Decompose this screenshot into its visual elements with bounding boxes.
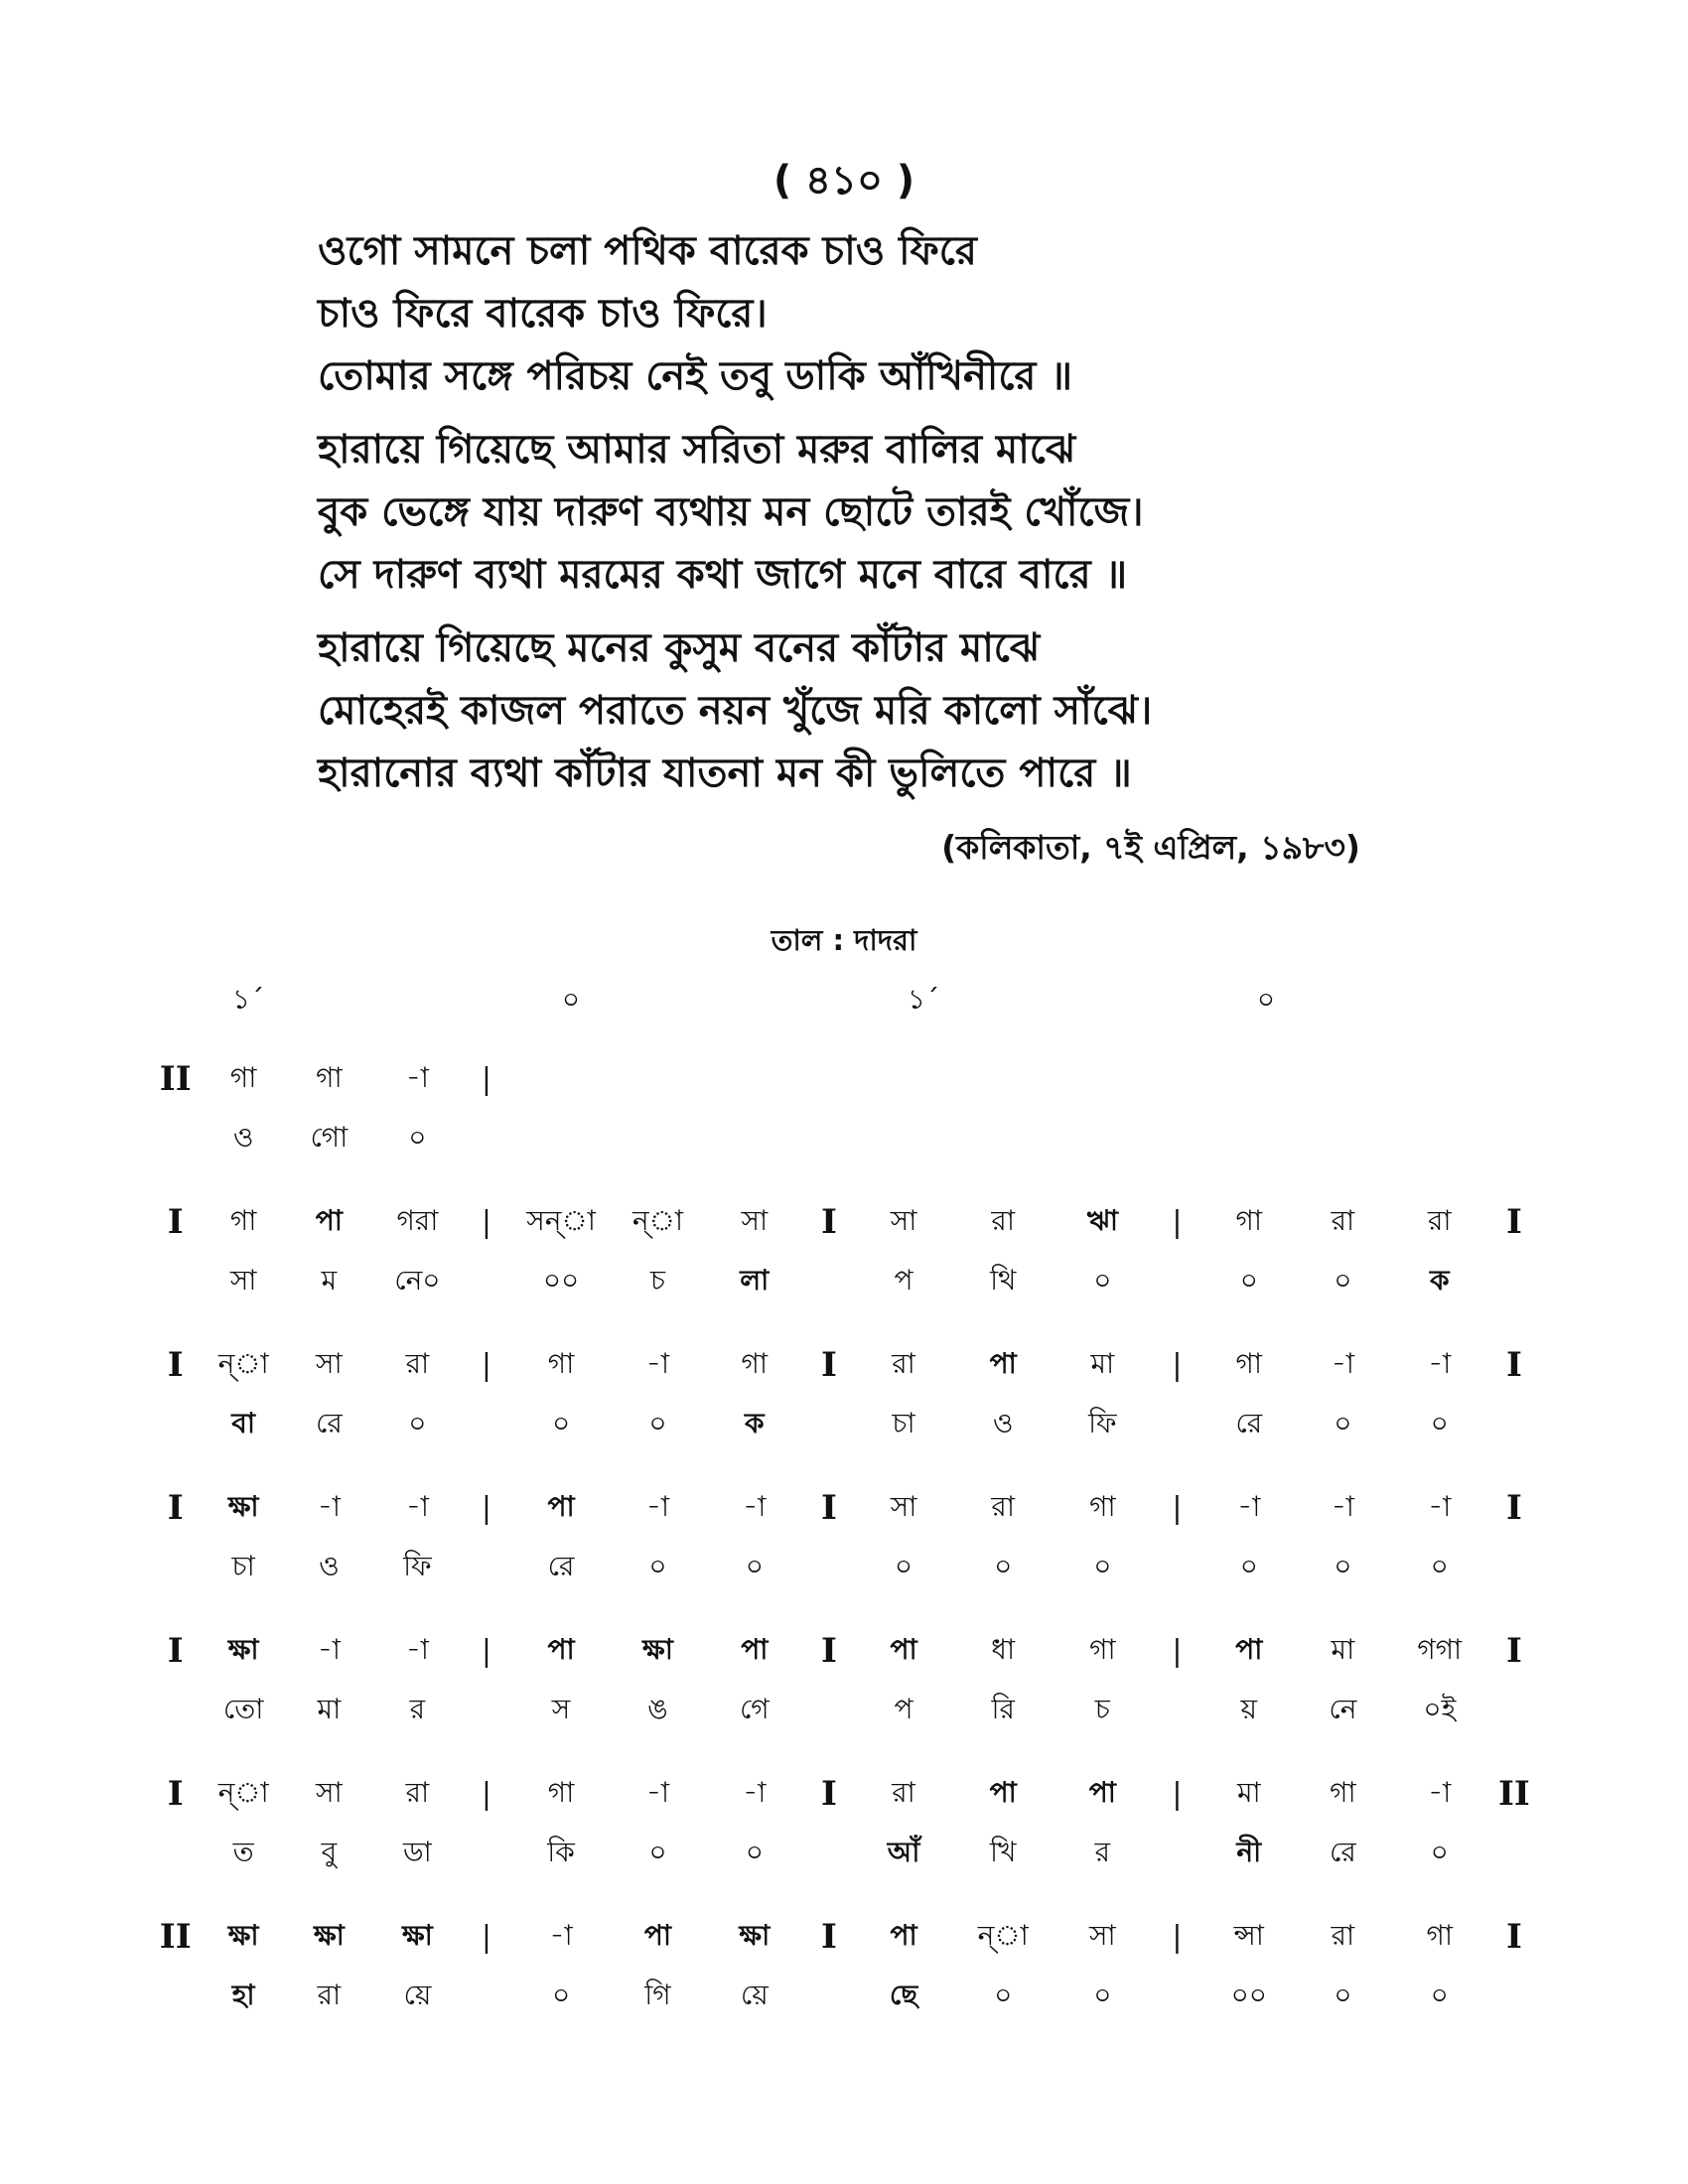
swara-cell: গা <box>229 1060 257 1094</box>
syllable-cell: নী <box>1236 1835 1262 1868</box>
spacer-cell <box>804 1538 854 1609</box>
syllable-cell: চা <box>892 1406 915 1439</box>
spacer-cell <box>149 1824 202 1895</box>
syllable-cell: ০ <box>551 1406 571 1439</box>
swara-cell: ক্ষা <box>227 1632 259 1666</box>
spacer-cell <box>149 1538 202 1609</box>
syllable-cell: ০ <box>1093 1263 1112 1297</box>
avartan-start-mark: I <box>167 1774 184 1814</box>
notation-syllable-row <box>149 1824 1539 1895</box>
syllable-cell: খি <box>989 1835 1017 1868</box>
syllable-cell: ত <box>232 1835 254 1868</box>
swara-cell: ন্‌া <box>217 1346 269 1380</box>
bar-line: | <box>481 1919 492 1955</box>
composition-date: (কলিকাতা, ৭ই এপ্রিল, ১৯৮৩) <box>941 828 1360 867</box>
avartan-end-mark: I <box>1505 1631 1522 1671</box>
syllable-cell: ০ই <box>1423 1692 1457 1725</box>
syllable-cell: য় <box>1240 1692 1258 1725</box>
swara-cell: গা <box>547 1346 575 1380</box>
lyric-line: সে দারুণ ব্যথা মরমের কথা জাগে মনে বারে বারে ॥ <box>318 552 1128 598</box>
avartan-start-mark: I <box>167 1202 184 1242</box>
avartan-start-mark: I <box>167 1488 184 1528</box>
swara-cell: -া <box>405 1632 429 1666</box>
notation-syllable-row <box>149 1252 1539 1323</box>
swara-cell: সা <box>316 1775 343 1809</box>
syllable-cell: ০ <box>1239 1263 1258 1297</box>
swara-cell: গা <box>741 1346 769 1380</box>
syllable-cell: ০০ <box>542 1263 580 1297</box>
spacer-cell <box>1152 1538 1201 1609</box>
syllable-cell: ০ <box>745 1549 764 1582</box>
swara-cell: ক্ষা <box>739 1918 771 1952</box>
spacer-cell <box>462 1824 511 1895</box>
bar-line: | <box>481 1776 492 1812</box>
spacer-cell <box>1152 1967 1201 2038</box>
spacer-cell <box>462 1252 511 1323</box>
spacer-cell <box>1489 1538 1539 1609</box>
notation-syllable-row <box>149 1538 1539 1609</box>
spacer-cell <box>149 1681 202 1752</box>
syllable-cell: ০ <box>994 1978 1013 2011</box>
swara-cell: ক্ষা <box>401 1918 433 1952</box>
swara-cell: -া <box>317 1489 341 1523</box>
swara-cell: সা <box>316 1346 343 1380</box>
bar-line: | <box>481 1633 492 1669</box>
double-bar-mark: II <box>159 1059 192 1099</box>
swara-cell: রা <box>1331 1918 1355 1952</box>
swara-cell: -া <box>743 1775 767 1809</box>
swara-cell: সা <box>890 1203 917 1237</box>
vibhag-mark: I <box>820 1488 837 1528</box>
beat-markers <box>0 978 1688 1018</box>
spacer-cell <box>804 1252 854 1323</box>
swara-cell: -া <box>1237 1489 1261 1523</box>
beat-mark: ০ <box>1256 983 1276 1016</box>
spacer-cell <box>149 1395 202 1466</box>
swara-cell: সন্‌া <box>526 1203 596 1237</box>
bar-line: | <box>1172 1490 1183 1526</box>
spacer-cell <box>804 1681 854 1752</box>
swara-cell: সা <box>1089 1918 1116 1952</box>
swara-cell: -া <box>1428 1489 1452 1523</box>
syllable-cell: ও <box>992 1406 1014 1439</box>
vibhag-mark: I <box>820 1202 837 1242</box>
lyric-line: হারানোর ব্যথা কাঁটার যাতনা মন কী ভুলিতে পারে ॥ <box>318 751 1132 796</box>
swara-cell: মা <box>1331 1632 1355 1666</box>
swara-cell: গা <box>1089 1489 1116 1523</box>
syllable-cell: ০ <box>1093 1978 1112 2011</box>
syllable-cell: রে <box>315 1406 343 1439</box>
syllable-cell: কি <box>547 1835 575 1868</box>
swara-cell: রা <box>892 1775 915 1809</box>
swara-cell: ধা <box>991 1632 1016 1666</box>
notation-swara-row <box>149 1895 1539 1967</box>
swara-cell: -া <box>405 1489 429 1523</box>
avartan-start-mark: I <box>167 1631 184 1671</box>
swara-cell: গা <box>547 1775 575 1809</box>
syllable-cell: চ <box>649 1263 665 1297</box>
swara-cell: সা <box>890 1489 917 1523</box>
syllable-cell: ক <box>745 1406 765 1439</box>
syllable-cell: ডা <box>403 1835 432 1868</box>
spacer-cell <box>804 1967 854 2038</box>
syllable-cell: নে <box>1329 1692 1357 1725</box>
syllable-cell: ফি <box>1088 1406 1117 1439</box>
swara-cell: রা <box>892 1346 915 1380</box>
swara-cell: পা <box>741 1632 769 1666</box>
swara-cell: গা <box>316 1060 343 1094</box>
notation-syllable-row <box>149 1967 1539 2038</box>
syllable-cell: ০ <box>994 1549 1013 1582</box>
syllable-cell: গে <box>739 1692 770 1725</box>
notation-intro-swaras <box>149 1037 1539 1109</box>
syllable-cell: রি <box>991 1692 1015 1725</box>
syllable-cell: ও <box>319 1549 340 1582</box>
notation-syllable-row <box>149 1395 1539 1466</box>
syllable-cell: ০ <box>1430 1835 1449 1868</box>
syllable-cell: য়ে <box>740 1978 769 2011</box>
syllable-cell: ০ <box>648 1835 667 1868</box>
avartan-end-mark: I <box>1505 1917 1522 1957</box>
syllable-cell: চা <box>231 1549 255 1582</box>
syllable-cell: বা <box>231 1406 255 1439</box>
syllable-cell: ০ <box>408 1406 427 1439</box>
syllable-cell: মা <box>317 1692 342 1725</box>
beat-mark: ০ <box>561 983 581 1016</box>
swara-cell: রা <box>991 1203 1015 1237</box>
vibhag-mark: I <box>820 1631 837 1671</box>
bar-line: | <box>1172 1347 1183 1383</box>
syllable-cell: গি <box>644 1978 671 2011</box>
spacer-cell <box>1489 1252 1539 1323</box>
swara-cell: রা <box>1428 1203 1452 1237</box>
spacer-cell <box>1152 1824 1201 1895</box>
swara-cell: রা <box>405 1775 430 1809</box>
swara-cell: ক্ষা <box>227 1918 259 1952</box>
swara-cell: ন্‌া <box>217 1775 269 1809</box>
spacer-cell <box>1152 1252 1201 1323</box>
spacer-cell <box>1489 1967 1539 2038</box>
syllable-cell: সা <box>229 1263 257 1297</box>
swara-cell: ন্‌া <box>632 1203 683 1237</box>
syllable-cell: বু <box>321 1835 338 1868</box>
syllable-cell: লা <box>740 1263 770 1297</box>
bar-line: | <box>1172 1919 1183 1955</box>
swara-cell: -া <box>645 1346 669 1380</box>
syllable-cell: গো <box>310 1120 349 1154</box>
beat-mark: ১´ <box>231 983 265 1016</box>
spacer-cell <box>1152 1681 1201 1752</box>
swara-cell: মা <box>1090 1346 1115 1380</box>
syllable-cell: ০ <box>1430 1978 1449 2011</box>
avartan-end-mark: I <box>1505 1488 1522 1528</box>
notation-swara-row <box>149 1466 1539 1538</box>
bar-line: | <box>481 1490 492 1526</box>
bar-line: | <box>1172 1776 1183 1812</box>
vibhag-mark: I <box>820 1917 837 1957</box>
swara-cell: পা <box>890 1918 917 1952</box>
syllable-cell: ০ <box>1430 1549 1449 1582</box>
syllable-cell: ০ <box>745 1835 764 1868</box>
swara-cell: পা <box>547 1632 575 1666</box>
swara-cell: গা <box>1426 1918 1453 1952</box>
lyric-stanza-2 <box>318 419 1559 607</box>
swara-cell: -া <box>743 1489 767 1523</box>
tal-heading: তাল : দাদরা <box>771 923 917 957</box>
syllable-cell: ০ <box>1334 1263 1352 1297</box>
syllable-cell: প <box>894 1263 914 1297</box>
avartan-end-mark: I <box>1505 1345 1522 1385</box>
swara-cell: গা <box>1330 1775 1356 1809</box>
syllable-cell: ০০ <box>1230 1978 1267 2011</box>
syllable-cell: ছে <box>889 1978 918 2011</box>
swara-cell: পা <box>1235 1632 1263 1666</box>
swara-cell: -া <box>549 1918 573 1952</box>
swara-cell: গা <box>1089 1632 1116 1666</box>
lyric-line: হারায়ে গিয়েছে মনের কুসুম বনের কাঁটার মাঝে <box>318 625 1041 671</box>
syllable-cell: রা <box>317 1978 342 2011</box>
syllable-cell: র <box>1094 1835 1111 1868</box>
notation-intro-words <box>149 1109 1539 1180</box>
swara-cell: গা <box>229 1203 257 1237</box>
swara-cell: মা <box>1236 1775 1261 1809</box>
syllable-cell: য়ে <box>403 1978 432 2011</box>
syllable-cell: রে <box>1330 1835 1356 1868</box>
swara-cell: -া <box>405 1060 429 1094</box>
lyric-line: ওগো সামনে চলা পথিক বারেক চাও ফিরে <box>318 228 977 274</box>
spacer-cell <box>149 1252 202 1323</box>
avartan-start-mark: II <box>159 1917 192 1957</box>
swara-cell: রা <box>1331 1203 1355 1237</box>
syllable-cell: থি <box>990 1263 1017 1297</box>
syllable-cell: ০ <box>1334 1978 1352 2011</box>
swara-cell: সা <box>741 1203 769 1237</box>
swara-cell: ক্ষা <box>313 1918 345 1952</box>
lyric-stanza-1 <box>318 220 1559 408</box>
swara-cell: গগা <box>1417 1632 1463 1666</box>
lyric-line: তোমার সঙ্গে পরিচয় নেই তবু ডাকি আঁখিনীরে ॥ <box>318 353 1072 399</box>
syllable-cell: ০ <box>1334 1549 1352 1582</box>
syllable-cell: ০ <box>1430 1406 1449 1439</box>
avartan-end-mark: II <box>1498 1774 1530 1814</box>
notation-swara-row <box>149 1323 1539 1395</box>
swara-cell: পা <box>989 1775 1017 1809</box>
swara-cell: -া <box>1331 1346 1354 1380</box>
notation-body <box>149 1037 1539 2038</box>
spacer-cell <box>462 1681 511 1752</box>
swara-cell: পা <box>315 1203 343 1237</box>
swara-cell: -া <box>645 1489 669 1523</box>
lyric-line: হারায়ে গিয়েছে আমার সরিতা মরুর বালির মাঝে <box>318 427 1076 473</box>
swaralipi-table <box>149 1037 1539 2038</box>
swara-cell: পা <box>989 1346 1017 1380</box>
beat-mark: ১´ <box>907 983 940 1016</box>
syllable-cell: ০ <box>1334 1406 1352 1439</box>
notation-swara-row <box>149 1609 1539 1681</box>
spacer-cell <box>1489 1824 1539 1895</box>
spacer-cell <box>462 1538 511 1609</box>
notation-swara-row <box>149 1752 1539 1824</box>
syllable-cell: স <box>551 1692 571 1725</box>
avartan-start-mark: I <box>167 1345 184 1385</box>
notation-swara-row <box>149 1180 1539 1252</box>
vibhag-mark: I <box>820 1345 837 1385</box>
syllable-cell: ০ <box>1093 1549 1112 1582</box>
syllable-cell: রে <box>547 1549 575 1582</box>
swara-cell: ক্ষা <box>227 1489 259 1523</box>
swara-cell: ক্ষা <box>642 1632 673 1666</box>
swara-cell: গরা <box>396 1203 439 1237</box>
syllable-cell: ০ <box>894 1549 914 1582</box>
syllable-cell: ০ <box>648 1406 667 1439</box>
syllable-cell: নে০ <box>394 1263 441 1297</box>
syllable-cell: আঁ <box>887 1835 920 1868</box>
spacer-cell <box>1152 1395 1201 1466</box>
syllable-cell: ০ <box>551 1978 571 2011</box>
avartan-end-mark: I <box>1505 1202 1522 1242</box>
spacer-cell <box>462 1395 511 1466</box>
spacer-cell <box>149 1967 202 2038</box>
vibhag-mark: I <box>820 1774 837 1814</box>
spacer-cell <box>462 1967 511 2038</box>
lyric-stanza-3 <box>318 617 1559 805</box>
syllable-cell: ০ <box>1239 1549 1258 1582</box>
syllable-cell: প <box>894 1692 914 1725</box>
lyric-line: চাও ফিরে বারেক চাও ফিরে। <box>318 291 768 337</box>
swara-cell: পা <box>547 1489 575 1523</box>
spacer-cell <box>1489 1681 1539 1752</box>
swara-cell: রা <box>405 1346 430 1380</box>
bar-line: | <box>481 1061 492 1097</box>
swara-cell: -া <box>1428 1346 1452 1380</box>
swara-cell: -া <box>317 1632 341 1666</box>
bar-line: | <box>1172 1633 1183 1669</box>
page-number: ( ৪১০ ) <box>773 158 915 204</box>
bar-line: | <box>481 1347 492 1383</box>
syllable-cell: র <box>409 1692 426 1725</box>
swara-cell: -া <box>1428 1775 1452 1809</box>
swara-cell: পা <box>890 1632 917 1666</box>
swara-cell: -া <box>645 1775 669 1809</box>
swara-cell: পা <box>643 1918 671 1952</box>
bar-line: | <box>481 1204 492 1240</box>
syllable-cell: ক <box>1429 1263 1450 1297</box>
spacer-cell <box>804 1395 854 1466</box>
syllable-cell: ০ <box>408 1120 427 1154</box>
swara-cell: গা <box>1235 1203 1263 1237</box>
syllable-cell: হা <box>231 1978 255 2011</box>
lyric-line: বুক ভেঙ্গে যায় দারুণ ব্যথায় মন ছোটে তারই খোঁজে। <box>318 489 1144 535</box>
syllable-cell: ও <box>232 1120 254 1154</box>
swara-cell: পা <box>1088 1775 1116 1809</box>
swara-cell: ঋা <box>1086 1203 1118 1237</box>
syllable-cell: ০ <box>648 1549 667 1582</box>
swara-cell: গা <box>1235 1346 1263 1380</box>
swara-cell: ন্‌া <box>977 1918 1029 1952</box>
swara-cell: -া <box>1331 1489 1354 1523</box>
syllable-cell: তো <box>222 1692 264 1725</box>
syllable-cell: ম <box>321 1263 338 1297</box>
syllable-cell: রে <box>1235 1406 1263 1439</box>
spacer-cell <box>804 1824 854 1895</box>
swara-cell: ন্সা <box>1233 1918 1264 1952</box>
syllable-cell: চ <box>1094 1692 1110 1725</box>
spacer-cell <box>1489 1395 1539 1466</box>
syllable-cell: ঙ <box>647 1692 668 1725</box>
bar-line: | <box>1172 1204 1183 1240</box>
lyric-line: মোহেরই কাজল পরাতে নয়ন খুঁজে মরি কালো সাঁঝে। <box>318 688 1153 734</box>
swara-cell: রা <box>991 1489 1015 1523</box>
notation-syllable-row <box>149 1681 1539 1752</box>
syllable-cell: ফি <box>403 1549 432 1582</box>
